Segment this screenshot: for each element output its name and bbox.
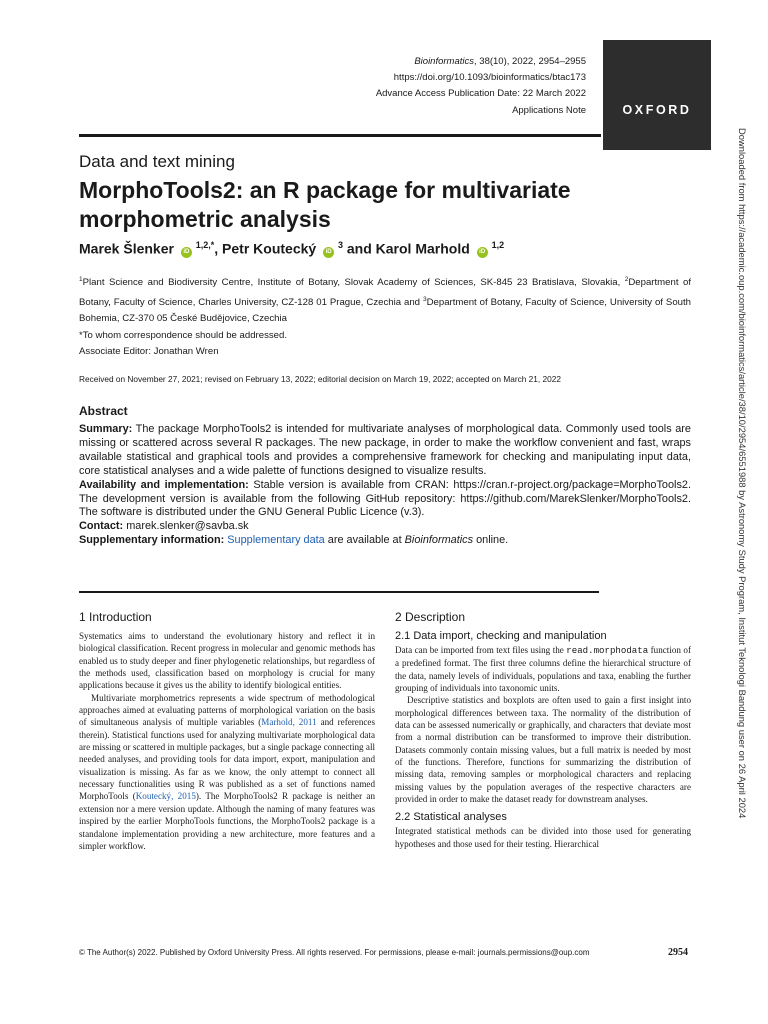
article-header: [376, 54, 586, 119]
author-affiliation-mark: 3: [337, 240, 343, 250]
affiliation-2: Department of Botany, Faculty of Science, Charles University, CZ-128 01 Prague, Czechia and: [79, 277, 691, 308]
orcid-icon[interactable]: iD: [181, 247, 192, 258]
author-separator: and: [342, 240, 376, 257]
header-rule: [79, 134, 601, 137]
correspondence-block: [79, 328, 287, 360]
description-paragraph-3: Integrated statistical methods can be divided into those used for generating hypotheses and those used for their testing. Hierarchical: [395, 826, 691, 849]
description-paragraph-1: [395, 644, 691, 694]
citation-link[interactable]: Marhold, 2011: [261, 717, 317, 728]
abstract-body: [79, 423, 691, 548]
intro-text: and references therein). Statistical functions used for analyzing multivariate morphological data are missing or scattered in multiple packages, but a single package connecting all needed analyses, and providing tools for data import, export, manipulation and visualization is missing. As far as we know, the only attempt to connect all necessary functionalities using R was published as a set of functions named MorphoTools (: [79, 717, 376, 802]
abstract-availability: [79, 479, 691, 521]
download-watermark-text: Downloaded from https://academic.oup.com/bioinformatics/article/38/10/2954/6551988 by Astronomy Study Program, Institut Teknologi Bandung user on 26 April 2024: [737, 128, 748, 819]
intro-text: Multivariate morphometrics represents a wide spectrum of methodological approaches aimed at evaluating patterns of morphological variation on the basis of simultaneous analysis of multiple variables (: [79, 692, 375, 728]
affiliations: [79, 272, 691, 328]
affiliation-mark: 2: [624, 276, 629, 283]
section-label: Data and text mining: [79, 152, 235, 171]
associate-editor: Associate Editor: Jonathan Wren: [79, 346, 219, 357]
intro-paragraph-1: Systematics aims to understand the evolutionary history and reflect it in biological classification. Recent progress in molecular and genomic methods has enabled us to study deeper and finer phylogenetic relationships, but regardless of the methods used, classification based on morphology is crucial for many applications because it gives us the ability to identify biological entities.: [79, 631, 375, 691]
article-type: Applications Note: [512, 104, 586, 116]
left-column: [79, 610, 375, 852]
abstract-summary: [79, 423, 691, 479]
article-title: MorphoTools2: an R package for multivariate morphometric analysis: [79, 177, 571, 232]
supplementary-text: are available at: [324, 534, 405, 547]
oxford-logo: [603, 40, 711, 150]
supplementary-link[interactable]: Supplementary data: [227, 534, 325, 547]
contact-email[interactable]: marek.slenker@savba.sk: [123, 520, 249, 533]
download-watermark: [736, 128, 752, 888]
orcid-icon[interactable]: iD: [477, 247, 488, 258]
citation-link[interactable]: Koutecký, 2015: [135, 791, 196, 802]
author-name[interactable]: Karol Marhold: [375, 240, 470, 257]
right-column: [395, 610, 691, 850]
correspondence-note: *To whom correspondence should be addressed.: [79, 330, 287, 341]
description-heading: 2 Description: [395, 610, 466, 624]
intro-heading: 1 Introduction: [79, 610, 152, 624]
abstract-rule: [79, 591, 599, 593]
journal-name: Bioinformatics: [414, 56, 475, 67]
author-separator: ,: [214, 240, 223, 257]
author-name[interactable]: Petr Koutecký: [222, 240, 317, 257]
page-number: 2954: [668, 947, 688, 958]
supplementary-text-end: online.: [473, 534, 509, 547]
supplementary-label: Supplementary information:: [79, 534, 225, 547]
doi-link[interactable]: https://doi.org/10.1093/bioinformatics/btac173: [393, 72, 586, 84]
received-dates: Received on November 27, 2021; revised on February 13, 2022; editorial decision on March 19, 2022; accepted on March 21, 2022: [79, 374, 561, 384]
summary-label: Summary:: [79, 423, 133, 435]
description-text: function of a predefined format. The first three columns define the hierarchical structure of the data, namely levels of individuals, populations and taxa, enabling the further grouping of individuals into taxonomic units.: [395, 645, 691, 694]
affiliation-mark: 1: [79, 276, 83, 283]
affiliation-mark: 3: [422, 295, 427, 303]
author-affiliation-mark: 1,2: [491, 240, 505, 250]
abstract-contact: [79, 520, 691, 534]
orcid-icon[interactable]: iD: [323, 247, 334, 258]
oxford-logo-text: OXFORD: [622, 103, 692, 117]
copyright-footer: © The Author(s) 2022. Published by Oxford University Press. All rights reserved. For permissions, please e-mail: journals.permissions@oup.com: [79, 948, 590, 957]
affiliation-3: Department of Botany, Faculty of Science, University of South Bohemia, CZ-370 05 České Budějovice, Czechia: [79, 296, 691, 325]
description-paragraph-2: Descriptive statistics and boxplots are often used to gain a first insight into morphological differences between taxa. The normality of the distribution of data can be assessed numerically or graphically, and characters that deviate most from a normal distribution can be transformed to improve their distribution. Datasets commonly contain missing values, but a full matrix is needed by most of the functions. Therefore, functions for summarizing the distribution of missing data, removing samples or morphological characters and replacing missing values by the population averages of the respective characters are provided in order to make the dataset ready for downstream analyses.: [395, 695, 691, 805]
publication-date: Advance Access Publication Date: 22 March 2022: [375, 88, 586, 100]
contact-label: Contact:: [79, 520, 124, 533]
description-text: Data can be imported from text files using the: [395, 645, 567, 655]
intro-paragraph-2: [79, 692, 375, 852]
abstract-supplementary: [79, 534, 691, 548]
intro-text: ). The MorphoTools2 R package is neither an extension nor a mere version update. Although the naming of many features was inspired by the earlier MorphoTools functions, the MorphoTools2 package is a standalone implementation providing a new architecture, more features and a simpler workflow.: [79, 791, 376, 851]
availability-text: Stable version is available from CRAN: https://cran.r-project.org/package=MorphoTools2. The development version is available from the following GitHub repository: https://github.com/MarekSlenker/MorphoTools2. The software is distributed under the GNU General Public Licence (v.3).: [79, 478, 691, 519]
author-name[interactable]: Marek Šlenker: [79, 240, 174, 257]
affiliation-1: Plant Science and Biodiversity Centre, Institute of Botany, Slovak Academy of Sciences, SK-845 23 Bratislava, Slovakia,: [82, 277, 625, 289]
subsection-heading: 2.2 Statistical analyses: [395, 811, 507, 824]
author-affiliation-mark: 1,2,*: [195, 240, 215, 250]
author-list: [79, 240, 504, 258]
abstract-heading: Abstract: [79, 404, 128, 418]
supplementary-journal: Bioinformatics: [404, 534, 474, 547]
code-inline: read.morphodata: [566, 645, 649, 656]
subsection-heading: 2.1 Data import, checking and manipulation: [395, 630, 607, 642]
citation: , 38(10), 2022, 2954–2955: [474, 56, 586, 67]
availability-label: Availability and implementation:: [79, 478, 249, 491]
summary-text: The package MorphoTools2 is intended for multivariate analyses of morphological data. Commonly used tools are missing or scattered across several R packages. The new package, in order to make the workflow convenient and fast, wraps available statistical and graphical tools and provides a comprehensive framework for checking and manipulating input data, core statistical analyses and a wide palette of functions designed to visualize results.: [79, 423, 691, 477]
